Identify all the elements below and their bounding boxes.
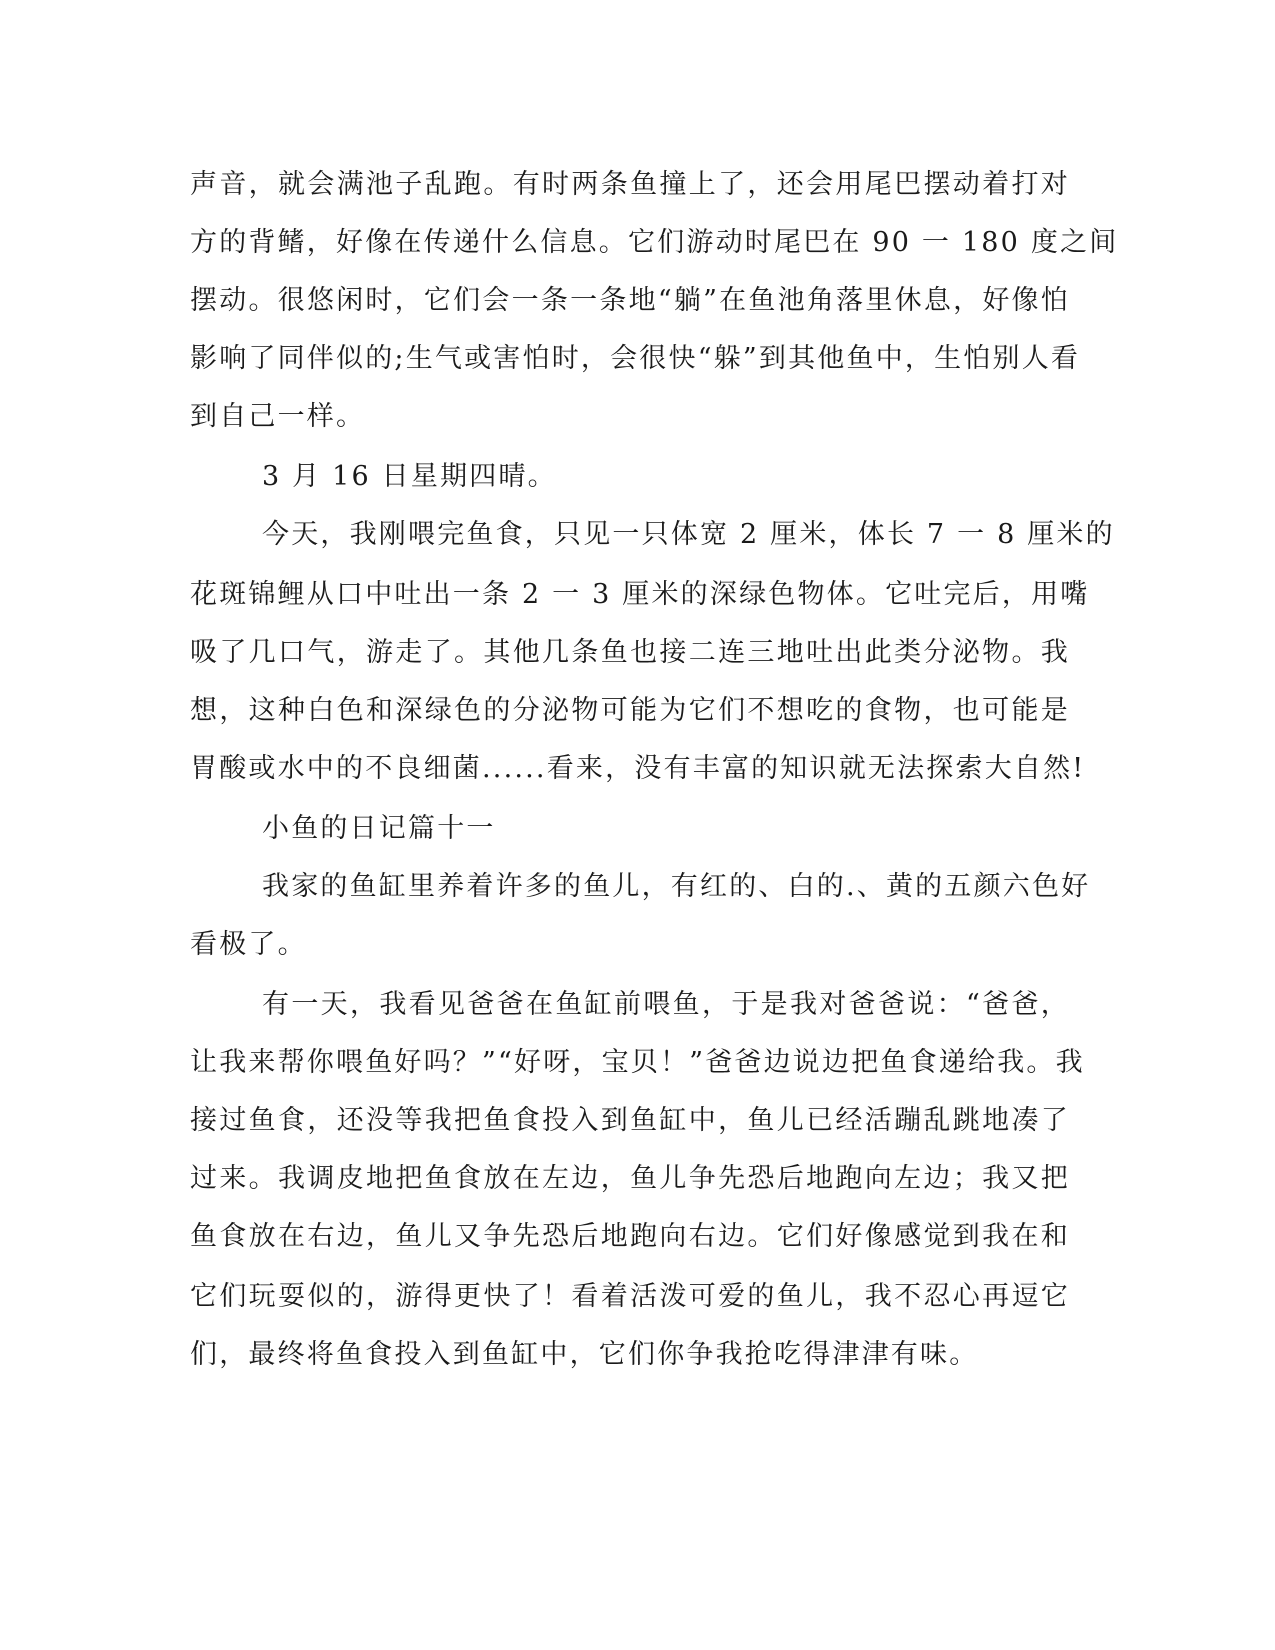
text-line: 到自己一样。 [190, 401, 366, 432]
text-line: 声音，就会满池子乱跑。有时两条鱼撞上了，还会用尾巴摆动着打对 [190, 169, 1070, 200]
text-line: 吸了几口气，游走了。其他几条鱼也接二连三地吐出此类分泌物。我 [190, 637, 1070, 668]
text-line: 方的背鳍，好像在传递什么信息。它们游动时尾巴在 90 一 180 度之间 [190, 227, 1119, 258]
text-line: 它们玩耍似的，游得更快了！看着活泼可爱的鱼儿，我不忍心再逗它 [190, 1281, 1070, 1312]
text-line: 看极了。 [190, 929, 307, 960]
text-line: 接过鱼食，还没等我把鱼食投入到鱼缸中，鱼儿已经活蹦乱跳地凑了 [190, 1105, 1070, 1136]
text-line: 摆动。很悠闲时，它们会一条一条地“躺”在鱼池角落里休息，好像怕 [190, 285, 1070, 316]
text-line: 们，最终将鱼食投入到鱼缸中，它们你争我抢吃得津津有味。 [190, 1339, 979, 1370]
text-line: 让我来帮你喂鱼好吗？”“好呀，宝贝！”爸爸边说边把鱼食递给我。我 [190, 1047, 1085, 1078]
text-line: 有一天，我看见爸爸在鱼缸前喂鱼，于是我对爸爸说：“爸爸， [262, 989, 1070, 1020]
text-line: 过来。我调皮地把鱼食放在左边，鱼儿争先恐后地跑向左边；我又把 [190, 1163, 1070, 1194]
text-line: 影响了同伴似的;生气或害怕时，会很快“躲”到其他鱼中，生怕别人看 [190, 343, 1081, 374]
text-line: 我家的鱼缸里养着许多的鱼儿，有红的、白的.、黄的五颜六色好 [262, 871, 1091, 902]
text-line: 想，这种白色和深绿色的分泌物可能为它们不想吃的食物，也可能是 [190, 695, 1070, 726]
text-line: 花斑锦鲤从口中吐出一条 2 一 3 厘米的深绿色物体。它吐完后，用嘴 [190, 579, 1090, 610]
text-line: 今天，我刚喂完鱼食，只见一只体宽 2 厘米，体长 7 一 8 厘米的 [262, 519, 1115, 550]
text-line: 鱼食放在右边，鱼儿又争先恐后地跑向右边。它们好像感觉到我在和 [190, 1221, 1070, 1252]
section-heading: 小鱼的日记篇十一 [262, 813, 496, 844]
text-line: 胃酸或水中的不良细菌......看来，没有丰富的知识就无法探索大自然! [190, 753, 1086, 784]
diary-date-heading: 3 月 16 日星期四晴。 [262, 461, 557, 492]
